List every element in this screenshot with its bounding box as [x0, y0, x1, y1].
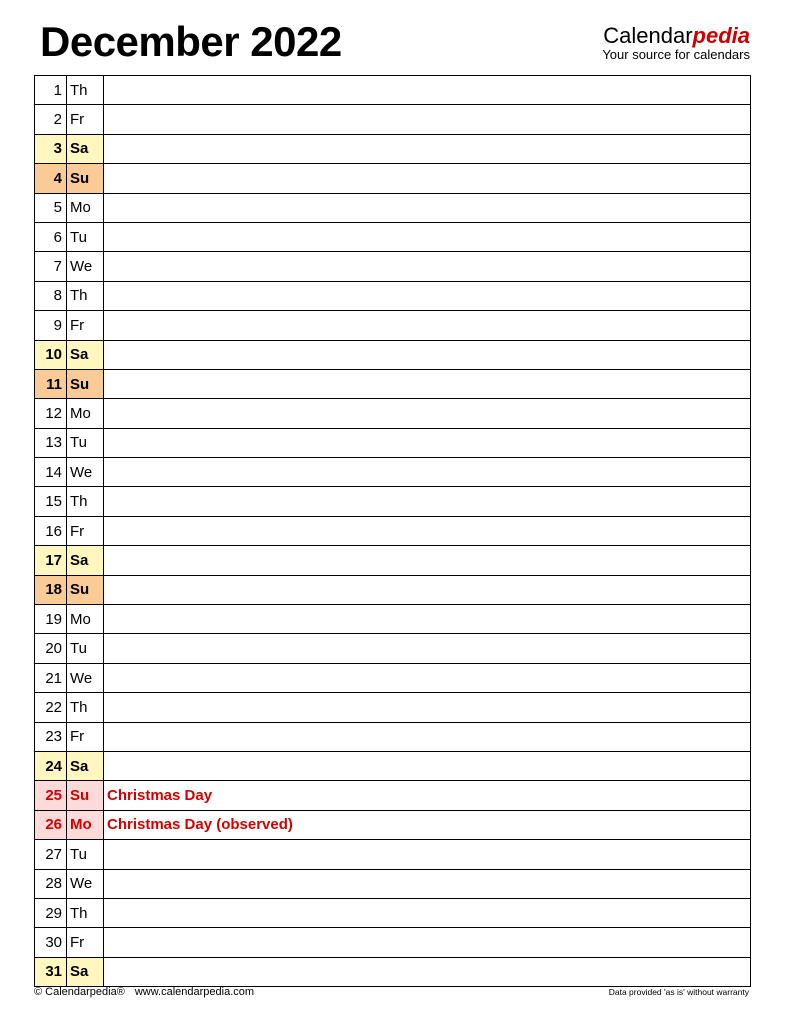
weekday-label: Mo — [67, 193, 104, 222]
day-note-cell[interactable]: Christmas Day — [104, 781, 751, 810]
day-note-cell[interactable] — [104, 222, 751, 251]
weekday-label: Tu — [67, 428, 104, 457]
day-row — [35, 193, 751, 222]
weekday-label: Fr — [67, 516, 104, 545]
day-number: 23 — [35, 722, 67, 751]
weekday-label: Su — [67, 369, 104, 398]
weekday-label: Fr — [67, 311, 104, 340]
day-row — [35, 575, 751, 604]
calendar-table — [34, 75, 751, 987]
day-number: 22 — [35, 693, 67, 722]
weekday-label: Tu — [67, 634, 104, 663]
brand-tagline: Your source for calendars — [602, 47, 750, 62]
day-number: 11 — [35, 369, 67, 398]
day-number: 17 — [35, 546, 67, 575]
day-number: 29 — [35, 898, 67, 927]
day-note-cell[interactable] — [104, 546, 751, 575]
day-number: 26 — [35, 810, 67, 839]
day-row — [35, 810, 751, 839]
weekday-label: We — [67, 252, 104, 281]
day-row — [35, 76, 751, 105]
day-note-cell[interactable] — [104, 869, 751, 898]
day-note-cell[interactable] — [104, 840, 751, 869]
day-number: 19 — [35, 605, 67, 634]
weekday-label: Sa — [67, 957, 104, 986]
day-row — [35, 516, 751, 545]
day-number: 3 — [35, 134, 67, 163]
weekday-label: We — [67, 869, 104, 898]
day-row — [35, 957, 751, 986]
day-number: 4 — [35, 164, 67, 193]
day-row — [35, 105, 751, 134]
weekday-label: Th — [67, 487, 104, 516]
footer-left — [34, 986, 254, 998]
day-number: 5 — [35, 193, 67, 222]
day-note-cell[interactable] — [104, 76, 751, 105]
day-number: 16 — [35, 516, 67, 545]
weekday-label: Su — [67, 164, 104, 193]
day-number: 21 — [35, 663, 67, 692]
disclaimer-text: Data provided 'as is' without warranty — [608, 987, 749, 997]
weekday-label: Sa — [67, 134, 104, 163]
day-number: 8 — [35, 281, 67, 310]
day-number: 2 — [35, 105, 67, 134]
day-number: 10 — [35, 340, 67, 369]
day-note-cell[interactable] — [104, 399, 751, 428]
day-row — [35, 781, 751, 810]
day-row — [35, 134, 751, 163]
day-row — [35, 399, 751, 428]
day-row — [35, 751, 751, 780]
day-row — [35, 311, 751, 340]
day-row — [35, 840, 751, 869]
day-number: 20 — [35, 634, 67, 663]
copyright-text: © Calendarpedia® — [34, 986, 125, 998]
day-number: 27 — [35, 840, 67, 869]
day-note-cell[interactable] — [104, 428, 751, 457]
weekday-label: Sa — [67, 340, 104, 369]
day-row — [35, 340, 751, 369]
day-number: 7 — [35, 252, 67, 281]
day-row — [35, 252, 751, 281]
day-number: 13 — [35, 428, 67, 457]
weekday-label: Th — [67, 76, 104, 105]
weekday-label: Tu — [67, 840, 104, 869]
day-note-cell[interactable] — [104, 281, 751, 310]
day-note-cell[interactable] — [104, 634, 751, 663]
day-note-cell[interactable] — [104, 663, 751, 692]
brand-name-main: Calendar — [603, 23, 693, 48]
weekday-label: Fr — [67, 722, 104, 751]
weekday-label: Su — [67, 575, 104, 604]
calendar-body — [35, 76, 751, 987]
day-note-cell[interactable] — [104, 575, 751, 604]
day-row — [35, 928, 751, 957]
weekday-label: Su — [67, 781, 104, 810]
day-number: 12 — [35, 399, 67, 428]
weekday-label: Th — [67, 898, 104, 927]
day-number: 18 — [35, 575, 67, 604]
weekday-label: Fr — [67, 928, 104, 957]
brand-logo — [602, 24, 750, 62]
day-number: 30 — [35, 928, 67, 957]
weekday-label: Mo — [67, 399, 104, 428]
brand-name-accent: pedia — [692, 23, 750, 48]
weekday-label: We — [67, 458, 104, 487]
weekday-label: Sa — [67, 751, 104, 780]
day-row — [35, 369, 751, 398]
day-note-cell[interactable] — [104, 898, 751, 927]
day-row — [35, 222, 751, 251]
weekday-label: Th — [67, 693, 104, 722]
day-row — [35, 693, 751, 722]
day-note-cell[interactable] — [104, 722, 751, 751]
day-note-cell[interactable] — [104, 134, 751, 163]
day-row — [35, 487, 751, 516]
day-row — [35, 605, 751, 634]
day-row — [35, 164, 751, 193]
day-note-cell[interactable] — [104, 516, 751, 545]
page-title: December 2022 — [40, 18, 342, 65]
day-row — [35, 546, 751, 575]
day-row — [35, 722, 751, 751]
day-note-cell[interactable] — [104, 605, 751, 634]
website-link[interactable]: www.calendarpedia.com — [134, 986, 255, 998]
weekday-label: Fr — [67, 105, 104, 134]
day-number: 31 — [35, 957, 67, 986]
day-row — [35, 428, 751, 457]
weekday-label: Mo — [67, 605, 104, 634]
day-number: 15 — [35, 487, 67, 516]
day-number: 14 — [35, 458, 67, 487]
day-note-cell[interactable] — [104, 928, 751, 957]
day-number: 24 — [35, 751, 67, 780]
day-note-cell[interactable] — [104, 193, 751, 222]
day-row — [35, 869, 751, 898]
day-number: 28 — [35, 869, 67, 898]
day-row — [35, 458, 751, 487]
day-note-cell[interactable] — [104, 105, 751, 134]
day-number: 1 — [35, 76, 67, 105]
day-note-cell[interactable] — [104, 252, 751, 281]
day-row — [35, 281, 751, 310]
day-note-cell[interactable] — [104, 751, 751, 780]
day-note-cell[interactable] — [104, 458, 751, 487]
day-note-cell[interactable] — [104, 693, 751, 722]
day-number: 9 — [35, 311, 67, 340]
brand-name — [602, 24, 750, 48]
day-row — [35, 898, 751, 927]
day-note-cell[interactable]: Christmas Day (observed) — [104, 810, 751, 839]
day-note-cell[interactable] — [104, 369, 751, 398]
day-note-cell[interactable] — [104, 340, 751, 369]
weekday-label: Tu — [67, 222, 104, 251]
day-row — [35, 634, 751, 663]
day-number: 6 — [35, 222, 67, 251]
day-note-cell[interactable] — [104, 311, 751, 340]
weekday-label: We — [67, 663, 104, 692]
day-number: 25 — [35, 781, 67, 810]
weekday-label: Th — [67, 281, 104, 310]
day-note-cell[interactable] — [104, 487, 751, 516]
day-note-cell[interactable] — [104, 957, 751, 986]
weekday-label: Mo — [67, 810, 104, 839]
day-note-cell[interactable] — [104, 164, 751, 193]
day-row — [35, 663, 751, 692]
weekday-label: Sa — [67, 546, 104, 575]
